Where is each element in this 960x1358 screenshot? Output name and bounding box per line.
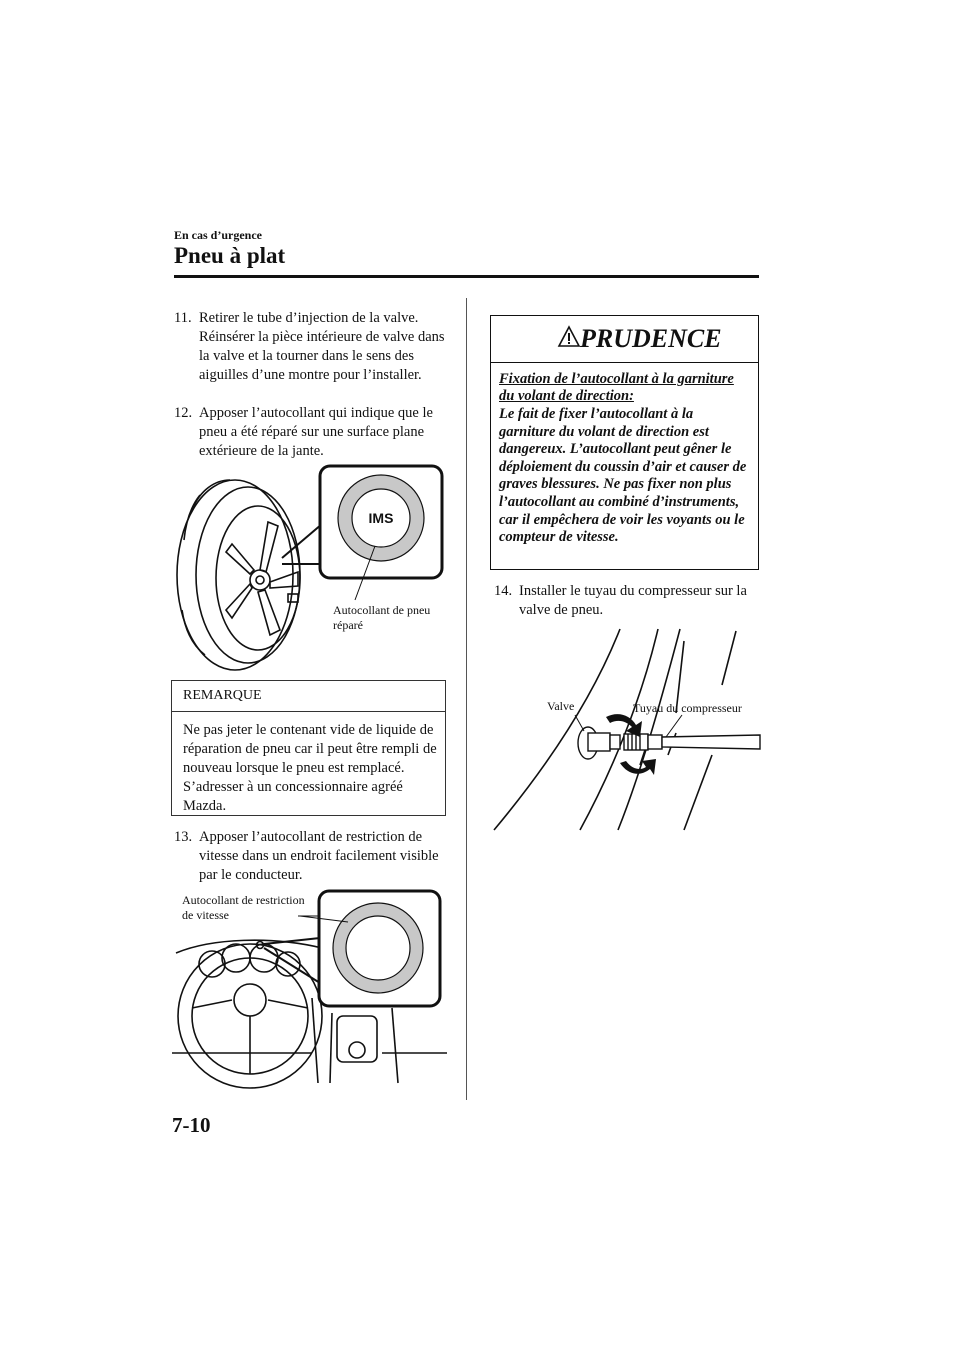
dashboard-sticker-illustration: [172, 888, 447, 1100]
step-14: [494, 582, 759, 622]
tire-sticker-illustration: [170, 460, 450, 670]
note-header: [172, 681, 445, 712]
step-13: [174, 828, 459, 888]
step-12: [174, 404, 459, 464]
note-body: Ne pas jeter le contenant vide de liquide de réparation de pneu car il peut être rempli de nouveau lorsque le pneu est remplacé. S’adresser à un concessionnaire agréé Mazda.: [183, 722, 437, 814]
note-box: [171, 680, 446, 816]
valve-label: Valve: [547, 699, 575, 713]
note-heading: REMARQUE: [183, 688, 262, 703]
page-number: 7-10: [172, 1113, 211, 1137]
page-title: Pneu à plat: [174, 243, 286, 268]
step-text: Retirer le tube d’injection de la valve. Réinsérer la pièce intérieure de valve dans la valve et la tourner dans le sens des aiguilles d’une montre pour l’installer.: [199, 310, 445, 383]
step-number: 11.: [174, 310, 192, 326]
caution-heading: PRUDENCE: [580, 324, 722, 353]
ims-sticker-text: IMS: [368, 510, 394, 526]
valve-hose-illustration: [490, 625, 760, 835]
tire-icon: [177, 480, 300, 670]
step-11: [174, 309, 459, 404]
caution-subheading: Fixation de l’autocollant à la garniture du volant de direction:: [499, 371, 734, 404]
caution-header: [491, 316, 758, 363]
tire-sticker-label: Autocollant de pneu réparé: [333, 603, 431, 632]
step-text: Installer le tuyau du compresseur sur la valve de pneu.: [519, 583, 747, 618]
speed-sticker-label: Autocollant de restriction de vitesse: [182, 893, 305, 922]
step-text: Apposer l’autocollant de restriction de vitesse dans un endroit facilement visible par le conducteur.: [199, 829, 439, 883]
step-number: 12.: [174, 405, 193, 421]
valve-icon: [578, 727, 620, 759]
column-divider: [466, 298, 467, 1100]
step-text: Apposer l’autocollant qui indique que le pneu a été réparé sur une surface plane extérieure de la jante.: [199, 405, 433, 459]
step-number: 14.: [494, 583, 513, 599]
warning-icon: [558, 326, 580, 348]
step-number: 13.: [174, 829, 193, 845]
hose-label: Tuyau du compresseur: [633, 701, 742, 715]
title-divider: [174, 275, 759, 278]
caution-box: [490, 315, 759, 570]
caution-body: Le fait de fixer l’autocollant à la garniture du volant de direction est dangereux. L’autocollant peut gêner le déploiement du coussin d’air et causer de graves blessures. Ne pas fixer non plus l’autocollant au combiné d’instruments, car il empêchera de voir les voyants ou le compteur de vitesse.: [499, 406, 747, 546]
section-label: En cas d’urgence: [174, 228, 262, 242]
compressor-hose-icon: [624, 734, 760, 750]
